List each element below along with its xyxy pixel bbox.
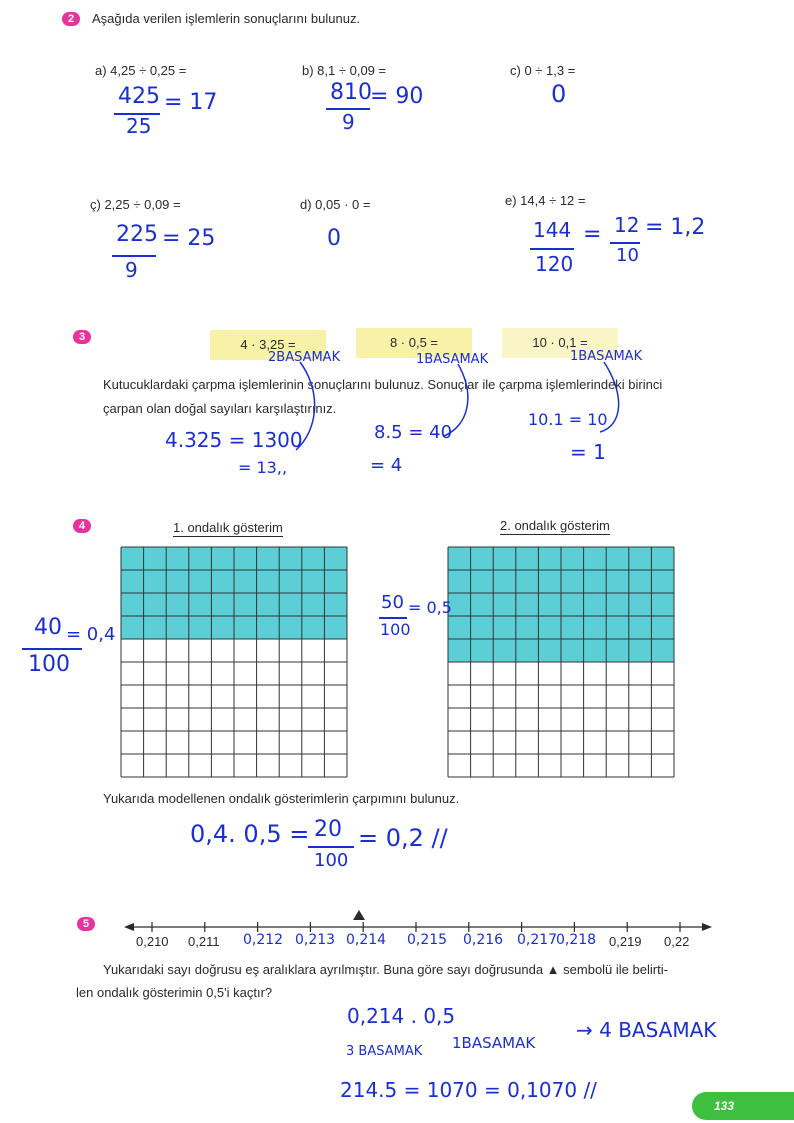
- q2-d-result: 0: [327, 226, 341, 251]
- q4-answer-numerator: 20: [314, 817, 342, 842]
- q4-left-numerator: 40: [34, 615, 62, 640]
- q5-work-4basamak: → 4 BASAMAK: [576, 1018, 717, 1042]
- q2-e-denominator-1: 120: [535, 252, 574, 276]
- q2-b-denominator: 9: [342, 110, 355, 134]
- q2-e-denominator-2: 10: [616, 245, 639, 266]
- grid1-title: 1. ondalık gösterim: [173, 520, 283, 535]
- q2-e-numerator-1: 144: [533, 218, 572, 242]
- q2-a-result: = 17: [164, 90, 218, 115]
- q4-mid-numerator: 50: [381, 592, 404, 613]
- q3-work-2-result: = 4: [370, 455, 403, 476]
- q3-box-3: 10 · 0,1 =: [502, 328, 618, 358]
- q3-box-2: 8 · 0,5 =: [356, 328, 472, 358]
- q4-left-result: = 0,4: [66, 624, 116, 645]
- grid2-title: 2. ondalık gösterim: [500, 518, 610, 533]
- q3-work-3-result: = 1: [570, 440, 606, 464]
- page-number: 133: [692, 1092, 794, 1120]
- q2-item-e: e) 14,4 ÷ 12 =: [505, 193, 586, 208]
- q3-box2-note: 1BASAMAK: [416, 352, 489, 367]
- q4-left-fraction-bar: [22, 648, 82, 650]
- q2-item-c: c) 0 ÷ 1,3 =: [510, 63, 576, 78]
- q2-e-result: = 1,2: [645, 215, 706, 240]
- q3-box3-note: 1BASAMAK: [570, 349, 643, 364]
- q4-mid-fraction-bar: [379, 617, 407, 619]
- q3-prompt-line-2: çarpan olan doğal sayıları karşılaştırınız.: [103, 401, 337, 416]
- decimal-grid-1: [120, 546, 348, 778]
- q2-item-b: b) 8,1 ÷ 0,09 =: [302, 63, 387, 78]
- q2-item-a: a) 4,25 ÷ 0,25 =: [95, 63, 187, 78]
- q3-arrows: [0, 0, 794, 500]
- q3-box1-note: 2BASAMAK: [268, 350, 341, 365]
- tick-label-0211: 0,211: [188, 934, 220, 949]
- q5-work-product: 0,214 . 0,5: [347, 1004, 456, 1028]
- q3-work-1: 4.325 = 1300: [165, 428, 303, 452]
- q4-answer-denominator: 100: [314, 850, 349, 871]
- q4-answer-result: = 0,2 //: [358, 824, 448, 852]
- q2-cc-denominator: 9: [125, 258, 138, 282]
- q2-b-result: = 90: [370, 84, 424, 109]
- q2-cc-numerator: 225: [116, 222, 158, 247]
- question-number-3: 3: [73, 330, 91, 344]
- tick-written-0218: 0,218: [556, 932, 597, 948]
- q2-a-denominator: 25: [126, 114, 152, 138]
- q5-prompt-line-1: Yukarıdaki sayı doğrusu eş aralıklara ayrılmıştır. Buna göre sayı doğrusunda ▲ sembolü ile belirti-: [103, 962, 668, 977]
- q2-c-result: 0: [551, 80, 567, 108]
- q4-prompt: Yukarıda modellenen ondalık gösterimlerin çarpımını bulunuz.: [103, 791, 460, 806]
- question-number-4: 4: [73, 519, 91, 533]
- tick-written-0216: 0,216: [463, 932, 504, 948]
- q2-e-equals: =: [583, 222, 602, 247]
- q4-answer-product: 0,4. 0,5 =: [190, 820, 310, 848]
- tick-written-0212: 0,212: [243, 932, 284, 948]
- q3-work-2: 8.5 = 40: [374, 422, 453, 443]
- q4-mid-denominator: 100: [380, 620, 411, 639]
- tick-written-0214: 0,214: [346, 932, 387, 948]
- decimal-grid-2: [447, 546, 675, 778]
- question-number-2: 2: [62, 12, 80, 26]
- q3-box-1: 4 · 3,25 =: [210, 330, 326, 360]
- q5-work-result: 214.5 = 1070 = 0,1070 //: [340, 1078, 597, 1102]
- tick-label-0210: 0,210: [136, 934, 169, 949]
- q2-item-cc: ç) 2,25 ÷ 0,09 =: [90, 197, 181, 212]
- q3-work-3: 10.1 = 10: [528, 410, 608, 429]
- q2-e-numerator-2: 12: [614, 213, 640, 237]
- q4-left-denominator: 100: [28, 652, 70, 677]
- q4-mid-result: = 0,5: [408, 598, 452, 617]
- q2-cc-result: = 25: [162, 226, 216, 251]
- tick-written-0217: 0,217: [517, 932, 558, 948]
- q2-item-d: d) 0,05 · 0 =: [300, 197, 371, 212]
- q3-work-1-result: = 13,,: [238, 458, 288, 477]
- q2-a-numerator: 425: [118, 84, 160, 109]
- tick-label-022: 0,22: [664, 934, 690, 949]
- tick-written-0213: 0,213: [295, 932, 336, 948]
- q5-prompt-line-2: len ondalık gösterimin 0,5'i kaçtır?: [76, 985, 273, 1000]
- number-line-marker: [353, 910, 365, 920]
- q2-b-numerator: 810: [330, 80, 372, 105]
- tick-written-0215: 0,215: [407, 932, 448, 948]
- q3-prompt-line-1: Kutucuklardaki çarpma işlemlerinin sonuçlarını bulunuz. Sonuçlar ile çarpma işlemlerindeki birinci: [103, 377, 663, 392]
- tick-label-0219: 0,219: [609, 934, 642, 949]
- q2-prompt: Aşağıda verilen işlemlerin sonuçlarını bulunuz.: [92, 11, 361, 26]
- q4-answer-fraction-bar: [308, 846, 354, 848]
- question-number-5: 5: [77, 917, 95, 931]
- q5-work-1basamak: 1BASAMAK: [452, 1034, 536, 1052]
- q5-work-3basamak: 3 BASAMAK: [346, 1044, 423, 1059]
